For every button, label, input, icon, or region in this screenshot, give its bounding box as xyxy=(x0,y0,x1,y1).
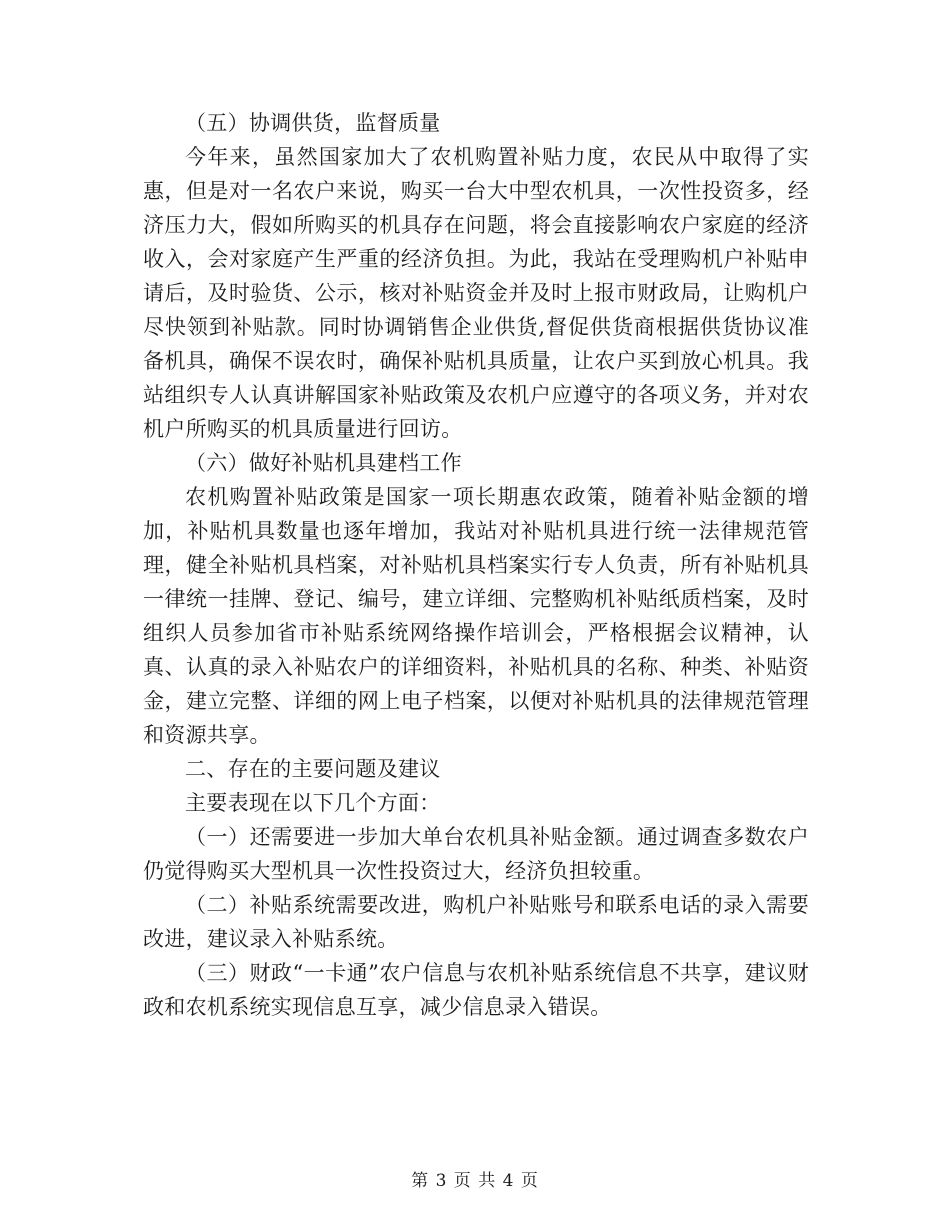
problem-item-2: （二）补贴系统需要改进，购机户补贴账号和联系电话的录入需要改进，建议录入补贴系统。 xyxy=(143,893,809,951)
section-heading-archive: （六）做好补贴机具建档工作 xyxy=(185,451,462,475)
problem-item-1: （一）还需要进一步加大单台农机具补贴金额。通过调查多数农户仍觉得购买大型机具一次性投资过大，经济负担较重。 xyxy=(143,825,809,883)
paragraph-archive: 农机购置补贴政策是国家一项长期惠农政策，随着补贴金额的增加，补贴机具数量也逐年增加，我站对补贴机具进行统一法律规范管理，健全补贴机具档案，对补贴机具档案实行专人负责，所有补贴机具一律统一挂牌、登记、编号，建立详细、完整购机补贴纸质档案，及时组织人员参加省市补贴系统网络操作培训会，严格根据会议精神，认真、认真的录入补贴农户的详细资料，补贴机具的名称、种类、补贴资金，建立完整、详细的网上电子档案，以便对补贴机具的法律规范管理和资源共享。 xyxy=(143,485,809,747)
document-body xyxy=(143,106,809,1024)
page-footer: 第 3 页 共 4 页 xyxy=(411,1171,539,1191)
section-heading-supply-quality: （五）协调供货，监督质量 xyxy=(185,111,441,135)
problem-item-3: （三）财政“一卡通”农户信息与农机补贴系统信息不共享，建议财政和农机系统实现信息互享，减少信息录入错误。 xyxy=(143,961,809,1019)
problems-intro: 主要表现在以下几个方面： xyxy=(185,791,441,815)
section-heading-problems: 二、存在的主要问题及建议 xyxy=(185,757,441,781)
paragraph-supply-quality: 今年来，虽然国家加大了农机购置补贴力度，农民从中取得了实惠，但是对一名农户来说，购买一台大中型农机具，一次性投资多，经济压力大，假如所购买的机具存在问题，将会直接影响农户家庭的经济收入，会对家庭产生严重的经济负担。为此，我站在受理购机户补贴申请后，及时验货、公示，核对补贴资金并及时上报市财政局，让购机户尽快领到补贴款。同时协调销售企业供货,督促供货商根据供货协议准备机具，确保不误农时，确保补贴机具质量，让农户买到放心机具。我站组织专人认真讲解国家补贴政策及农机户应遵守的各项义务，并对农机户所购买的机具质量进行回访。 xyxy=(143,145,809,441)
